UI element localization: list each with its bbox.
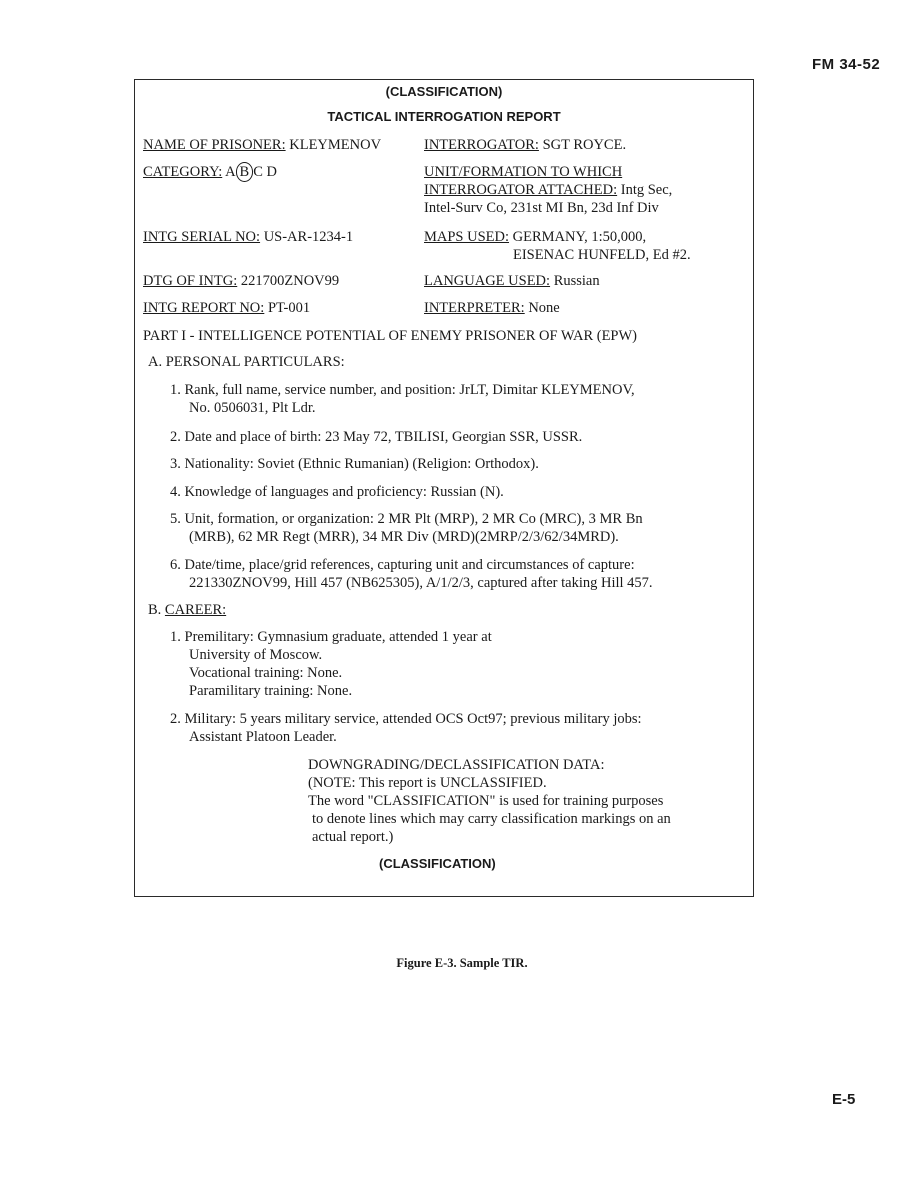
category-options-cd: C D [253,164,277,180]
b-item-2-line-2: Assistant Platoon Leader. [189,729,337,745]
category-label: CATEGORY: [143,164,223,180]
downgrading-line-3: The word "CLASSIFICATION" is used for training purposes [308,793,664,809]
dtg-field [143,272,339,290]
page-header-fm-number: FM 34-52 [812,56,881,73]
interpreter-field [424,299,560,317]
b-item-1-line-4: Paramilitary training: None. [189,683,353,699]
a-item-6-line-1: 6. Date/time, place/grid references, capturing unit and circumstances of capture: [170,557,635,573]
section-a-title: A. PERSONAL PARTICULARS: [148,354,345,370]
downgrading-line-2: (NOTE: This report is UNCLASSIFIED. [308,775,547,791]
name-value: KLEYMENOV [289,137,382,153]
report-no-label: INTG REPORT NO: [143,300,265,316]
maps-value-line-2: EISENAC HUNFELD, Ed #2. [513,247,691,263]
dtg-label: DTG OF INTG: [143,273,238,289]
serial-field [143,228,353,246]
name-field [143,136,381,154]
section-b-career: CAREER: [164,602,227,618]
maps-field [424,228,646,246]
downgrading-line-5: actual report.) [312,829,394,845]
serial-label: INTG SERIAL NO: [143,229,261,245]
a-item-1-line-2: No. 0506031, Plt Ldr. [189,400,316,416]
maps-label: MAPS USED: [424,229,510,245]
interrogator-value: SGT ROYCE. [542,137,627,153]
b-item-1-line-1: 1. Premilitary: Gymnasium graduate, attended 1 year at [170,629,492,645]
unit-label-line-2: INTERROGATOR ATTACHED: [424,182,618,198]
a-item-3: 3. Nationality: Soviet (Ethnic Rumanian) (Religion: Orthodox). [170,456,539,472]
unit-value-line-2: Intel-Surv Co, 231st MI Bn, 23d Inf Div [424,200,659,216]
interrogator-field [424,136,626,154]
serial-value: US-AR-1234-1 [263,229,354,245]
category-field [143,162,277,182]
report-title: TACTICAL INTERROGATION REPORT [327,109,561,124]
language-label: LANGUAGE USED: [424,273,551,289]
classification-bottom: (CLASSIFICATION) [379,856,496,871]
a-item-5-line-1: 5. Unit, formation, or organization: 2 MR Plt (MRP), 2 MR Co (MRC), 3 MR Bn [170,511,643,527]
unit-value-line-1: Intg Sec, [620,182,673,198]
unit-label-line-1: UNIT/FORMATION TO WHICH [424,164,623,180]
maps-value-line-1: GERMANY, 1:50,000, [512,229,647,245]
classification-top: (CLASSIFICATION) [385,84,503,99]
section-b-prefix: B. [148,602,162,618]
report-no-field [143,299,310,317]
b-item-2-line-1: 2. Military: 5 years military service, attended OCS Oct97; previous military jobs: [170,711,642,727]
b-item-1-line-3: Vocational training: None. [189,665,343,681]
page-footer-number: E-5 [832,1091,856,1108]
downgrading-line-1: DOWNGRADING/DECLASSIFICATION DATA: [308,757,605,773]
a-item-1-line-1: 1. Rank, full name, service number, and position: JrLT, Dimitar KLEYMENOV, [170,382,635,398]
a-item-5-line-2: (MRB), 62 MR Regt (MRR), 34 MR Div (MRD)(2MRP/2/3/62/34MRD). [189,529,619,545]
interpreter-value: None [528,300,560,316]
a-item-6-line-2: 221330ZNOV99, Hill 457 (NB625305), A/1/2/3, captured after taking Hill 457. [189,575,653,591]
downgrading-line-4: to denote lines which may carry classification markings on an [312,811,671,827]
section-b-title [148,601,226,619]
dtg-value: 221700ZNOV99 [240,273,340,289]
name-label: NAME OF PRISONER: [143,137,286,153]
b-item-1-line-2: University of Moscow. [189,647,323,663]
category-option-a: A [225,164,236,180]
report-no-value: PT-001 [267,300,311,316]
interpreter-label: INTERPRETER: [424,300,525,316]
a-item-4: 4. Knowledge of languages and proficiency: Russian (N). [170,484,504,500]
language-value: Russian [553,273,600,289]
language-field [424,272,600,290]
a-item-2: 2. Date and place of birth: 23 May 72, TBILISI, Georgian SSR, USSR. [170,429,583,445]
figure-caption: Figure E-3. Sample TIR. [396,956,528,970]
interrogator-label: INTERROGATOR: [424,137,539,153]
part1-title: PART I - INTELLIGENCE POTENTIAL OF ENEMY PRISONER OF WAR (EPW) [143,328,637,344]
unit-field [424,181,672,199]
category-selected-circle: B [236,162,254,182]
